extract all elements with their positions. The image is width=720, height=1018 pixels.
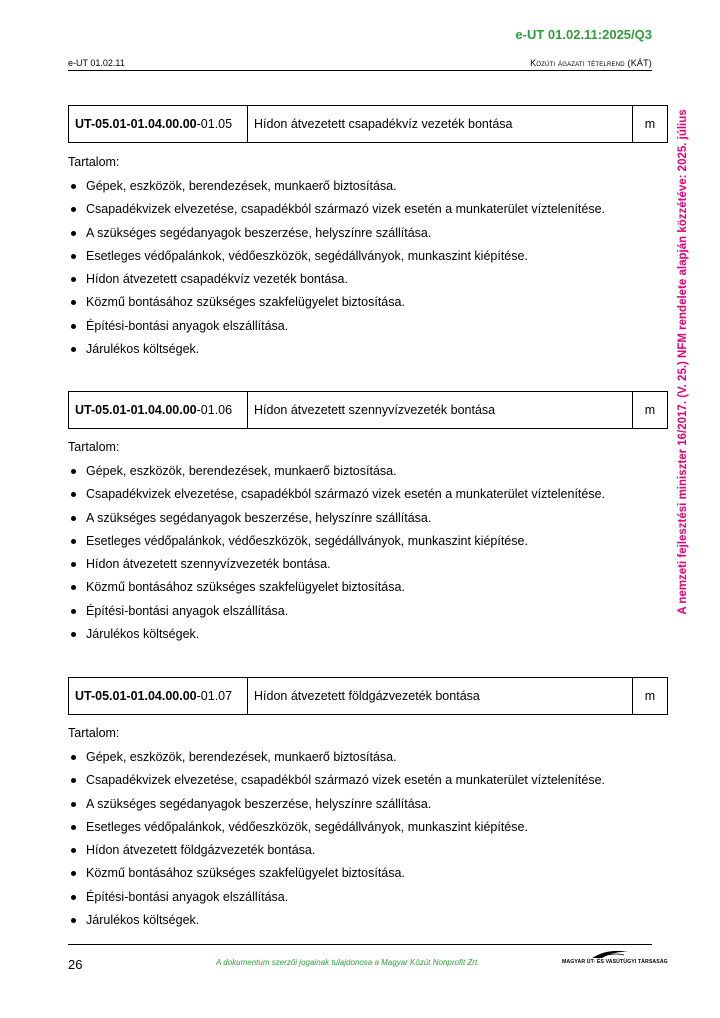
header-right: Közúti ágazati tételrend (KÁT) xyxy=(530,58,652,68)
list-item: Esetleges védőpalánkok, védőeszközök, segédállványok, munkaszint kiépítése. xyxy=(68,248,668,271)
list-item: Hídon átvezetett csapadékvíz vezeték bontása. xyxy=(68,271,668,294)
item-unit: m xyxy=(633,106,668,143)
item-title: Hídon átvezetett földgázvezeték bontása xyxy=(248,678,633,715)
logo-text: MAGYAR ÚT- ÉS VASÚTÜGYI TÁRSASÁG xyxy=(562,959,668,965)
side-note: A nemzeti fejlesztési miniszter 16/2017. (V. 25.) NFM rendelete alapján közzétéve: 2025. július xyxy=(677,109,689,615)
item-code: UT-05.01-01.04.00.00-01.07 xyxy=(69,678,248,715)
header-left: e-UT 01.02.11 xyxy=(68,58,125,68)
list-item: Közmű bontásához szükséges szakfelügyelet biztosítása. xyxy=(68,294,668,317)
road-logo-icon xyxy=(562,946,668,970)
item-table xyxy=(68,391,668,429)
item-content xyxy=(68,155,668,364)
copyright-notice: A dokumentum szerzői jogainak tulajdonosa a Magyar Közút Nonprofit Zrt. xyxy=(216,958,480,967)
list-item: Hídon átvezetett szennyvízvezeték bontása. xyxy=(68,556,668,579)
item-code: UT-05.01-01.04.00.00-01.05 xyxy=(69,106,248,143)
list-item: Járulékos költségek. xyxy=(68,341,668,364)
list-item: Építési-bontási anyagok elszállítása. xyxy=(68,318,668,341)
content-label: Tartalom: xyxy=(68,726,120,740)
list-item: Hídon átvezetett földgázvezeték bontása. xyxy=(68,842,668,865)
list-item: Csapadékvizek elvezetése, csapadékból származó vizek esetén a munkaterület víztelenítése. xyxy=(68,201,668,224)
item-title: Hídon átvezetett csapadékvíz vezeték bontása xyxy=(248,106,633,143)
list-item: Csapadékvizek elvezetése, csapadékból származó vizek esetén a munkaterület víztelenítése. xyxy=(68,772,668,795)
list-item: A szükséges segédanyagok beszerzése, helyszínre szállítása. xyxy=(68,510,668,533)
list-item: A szükséges segédanyagok beszerzése, helyszínre szállítása. xyxy=(68,225,668,248)
list-item: Közmű bontásához szükséges szakfelügyelet biztosítása. xyxy=(68,865,668,888)
content-label: Tartalom: xyxy=(68,155,120,169)
item-content xyxy=(68,440,668,649)
list-item: Járulékos költségek. xyxy=(68,912,668,935)
item-content xyxy=(68,726,668,935)
item-table xyxy=(68,677,668,715)
bullet-list xyxy=(68,749,668,935)
list-item: Járulékos költségek. xyxy=(68,626,668,649)
item-unit: m xyxy=(633,392,668,429)
list-item: Gépek, eszközök, berendezések, munkaerő biztosítása. xyxy=(68,178,668,201)
bullet-list xyxy=(68,178,668,364)
list-item: Gépek, eszközök, berendezések, munkaerő biztosítása. xyxy=(68,463,668,486)
list-item: Közmű bontásához szükséges szakfelügyelet biztosítása. xyxy=(68,579,668,602)
list-item: Csapadékvizek elvezetése, csapadékból származó vizek esetén a munkaterület víztelenítése. xyxy=(68,486,668,509)
bullet-list xyxy=(68,463,668,649)
list-item: Gépek, eszközök, berendezések, munkaerő biztosítása. xyxy=(68,749,668,772)
list-item: Építési-bontási anyagok elszállítása. xyxy=(68,889,668,912)
page-number: 26 xyxy=(68,957,83,972)
doc-code: e-UT 01.02.11:2025/Q3 xyxy=(515,27,652,42)
running-header xyxy=(68,58,652,71)
list-item: Építési-bontási anyagok elszállítása. xyxy=(68,603,668,626)
footer-divider xyxy=(68,944,652,945)
item-unit: m xyxy=(633,678,668,715)
item-table xyxy=(68,105,668,143)
item-title: Hídon átvezetett szennyvízvezeték bontása xyxy=(248,392,633,429)
list-item: A szükséges segédanyagok beszerzése, helyszínre szállítása. xyxy=(68,796,668,819)
item-code: UT-05.01-01.04.00.00-01.06 xyxy=(69,392,248,429)
list-item: Esetleges védőpalánkok, védőeszközök, segédállványok, munkaszint kiépítése. xyxy=(68,533,668,556)
list-item: Esetleges védőpalánkok, védőeszközök, segédállványok, munkaszint kiépítése. xyxy=(68,819,668,842)
content-label: Tartalom: xyxy=(68,440,120,454)
